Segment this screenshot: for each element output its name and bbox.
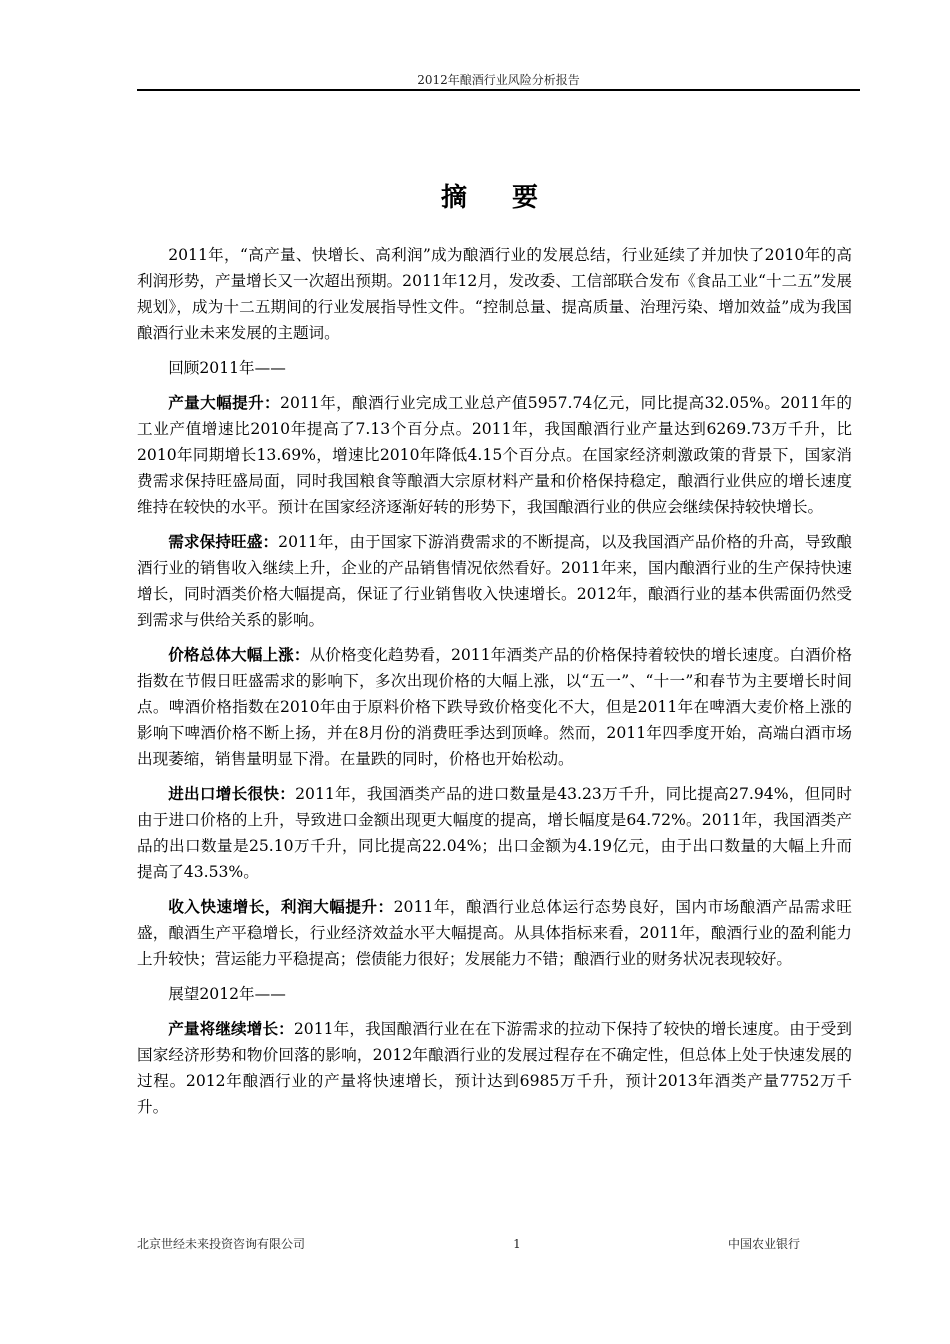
- section-heading-review: [137, 355, 852, 381]
- paragraph-lead: 需求保持旺盛：: [168, 532, 279, 551]
- paragraph-forecast: [137, 1016, 852, 1120]
- paragraph-text: 2011年，由于国家下游消费需求的不断提高，以及我国酒产品价格的升高，导致酿酒行业的销售收入继续上升，企业的产品销售情况依然看好。2011年来，国内酿酒行业的生产保持快速增长，同时酒类价格大幅提高，保证了行业销售收入快速增长。2012年，酿酒行业的基本供需面仍然受到需求与供给关系的影响。: [137, 533, 852, 629]
- page-title: 摘 要: [440, 183, 557, 213]
- paragraph-lead: 产量将继续增长：: [168, 1019, 294, 1038]
- paragraph-lead: 价格总体大幅上涨：: [168, 645, 310, 664]
- paragraph-demand: [137, 529, 852, 633]
- section-heading-outlook: [137, 981, 852, 1007]
- footer-company: 北京世经未来投资咨询有限公司: [137, 1237, 306, 1251]
- paragraph-text: 从价格变化趋势看，2011年酒类产品的价格保持着较快的增长速度。白酒价格指数在节假日旺盛需求的影响下，多次出现价格的大幅上涨，以“五一”、“十一”和春节为主要增长时间点。啤酒价格指数在2010年由于原料价格下跌导致价格变化不大，但是2011年在啤酒大麦价格上涨的影响下啤酒价格不断上扬，并在8月份的消费旺季达到顶峰。然而，2011年四季度开始，高端白酒市场出现萎缩，销售量明显下滑。在量跌的同时，价格也开始松动。: [137, 646, 852, 768]
- paragraph-text: 2011年，我国酒类产品的进口数量是43.23万千升，同比提高27.94%，但同时由于进口价格的上升，导致进口金额出现更大幅度的提高，增长幅度是64.72%。2011年，我国酒类产品的出口数量是25.10万千升，同比提高22.04%；出口金额为4.19亿元，由于出口数量的大幅上升而提高了43.53%。: [137, 785, 852, 881]
- paragraph-output: [137, 390, 852, 520]
- paragraph-trade: [137, 781, 852, 885]
- paragraph-text: 2011年，酿酒行业总体运行态势良好，国内市场酿酒产品需求旺盛，酿酒生产平稳增长，行业经济效益水平大幅提高。从具体指标来看，2011年，酿酒行业的盈利能力上升较快；营运能力平稳提高；偿债能力很好；发展能力不错；酿酒行业的财务状况表现较好。: [137, 898, 852, 968]
- paragraph-text: 2011年，酿酒行业完成工业总产值5957.74亿元，同比提高32.05%。2011年的工业产值增速比2010年提高了7.13个百分点。2011年，我国酿酒行业产量达到6269.73万千升，比2010年同期增长13.69%，增速比2010年降低4.15个百分点。在国家经济刺激政策的背景下，国家消费需求保持旺盛局面，同时我国粮食等酿酒大宗原材料产量和价格保持稳定，酿酒行业供应的增长速度维持在较快的水平。预计在国家经济逐渐好转的形势下，我国酿酒行业的供应会继续保持较快增长。: [137, 394, 852, 516]
- paragraph-intro: [137, 242, 852, 346]
- page-header: [137, 72, 860, 88]
- document-body: [137, 242, 852, 1129]
- paragraph-profit: [137, 894, 852, 972]
- paragraph-lead: 收入快速增长，利润大幅提升：: [168, 897, 394, 916]
- paragraph-text: 2011年，我国酿酒行业在在下游需求的拉动下保持了较快的增长速度。由于受到国家经济形势和物价回落的影响，2012年酿酒行业的发展过程存在不确定性，但总体上处于快速发展的过程。2012年酿酒行业的产量将快速增长，预计达到6985万千升，预计2013年酒类产量7752万千升。: [137, 1020, 852, 1116]
- page-footer: [137, 1235, 860, 1253]
- paragraph-lead: 进出口增长很快：: [168, 784, 296, 803]
- footer-client: 中国农业银行: [727, 1237, 800, 1251]
- paragraph-text: 2011年，“高产量、快增长、高利润”成为酿酒行业的发展总结，行业延续了并加快了2010年的高利润形势，产量增长又一次超出预期。2011年12月，发改委、工信部联合发布《食品工业“十二五”发展规划》，成为十二五期间的行业发展指导性文件。“控制总量、提高质量、治理污染、增加效益”成为我国酿酒行业未来发展的主题词。: [137, 246, 852, 342]
- paragraph-price: [137, 642, 852, 772]
- paragraph-text: 展望2012年——: [168, 985, 286, 1003]
- header-title: 2012年酿酒行业风险分析报告: [417, 73, 580, 87]
- header-rule: [137, 89, 860, 91]
- paragraph-lead: 产量大幅提升：: [168, 393, 281, 412]
- paragraph-text: 回顾2011年——: [168, 359, 286, 377]
- page-number: 1: [513, 1237, 521, 1251]
